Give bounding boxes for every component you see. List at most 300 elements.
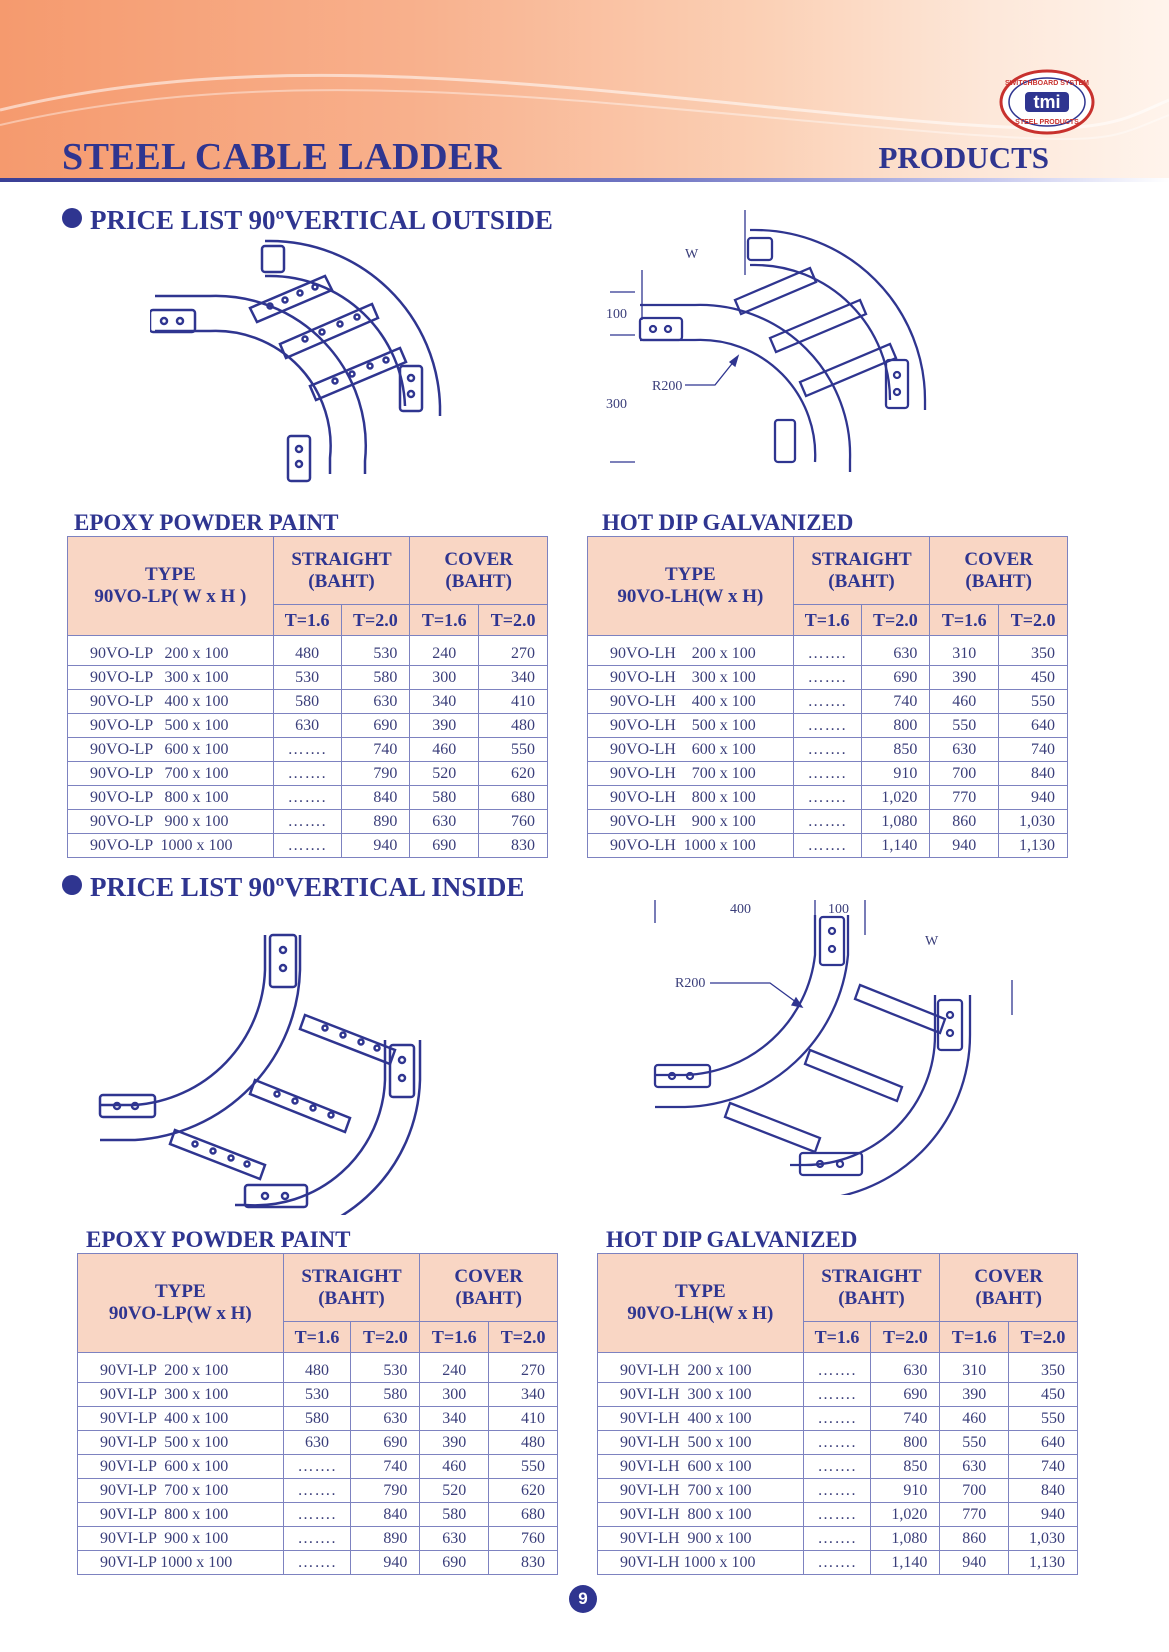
price-cell: 480	[273, 636, 341, 666]
type-header	[598, 1254, 804, 1353]
table-row	[598, 1479, 1078, 1503]
t16-header: T=1.6	[793, 605, 861, 636]
type-cell: 90VO-LH 600 x 100	[588, 738, 794, 762]
price-cell: 390	[940, 1383, 1009, 1407]
dim-300-label: 300	[606, 397, 627, 412]
price-cell: 530	[351, 1353, 420, 1383]
price-cell: 480	[283, 1353, 351, 1383]
price-cell: …….	[273, 834, 341, 858]
type-cell: 90VI-LP 300 x 100	[78, 1383, 284, 1407]
price-cell: 800	[871, 1431, 940, 1455]
cover-label: COVER	[964, 548, 1033, 570]
price-cell: …….	[793, 762, 861, 786]
price-cell: …….	[793, 738, 861, 762]
products-label: PRODUCTS	[878, 140, 1049, 175]
price-cell: 890	[341, 810, 410, 834]
price-cell: 340	[489, 1383, 558, 1407]
price-cell: 860	[940, 1527, 1009, 1551]
type-cell: 90VI-LP 200 x 100	[78, 1353, 284, 1383]
price-cell: 310	[940, 1353, 1009, 1383]
price-cell: 520	[420, 1479, 489, 1503]
type-cell: 90VI-LH 1000 x 100	[598, 1551, 804, 1575]
price-cell: 830	[489, 1551, 558, 1575]
table-row	[78, 1503, 558, 1527]
price-cell: …….	[803, 1431, 871, 1455]
price-cell: 940	[940, 1551, 1009, 1575]
type-cell: 90VI-LH 900 x 100	[598, 1527, 804, 1551]
cover-label: COVER	[454, 1265, 523, 1287]
price-cell: 850	[871, 1455, 940, 1479]
price-cell: 1,080	[871, 1527, 940, 1551]
table-row	[68, 786, 548, 810]
type-sub-label: 90VO-LH(W x H)	[627, 1303, 774, 1324]
price-cell: …….	[273, 738, 341, 762]
baht-label: (BAHT)	[455, 1287, 522, 1309]
cover-header	[940, 1254, 1078, 1322]
straight-header	[273, 537, 410, 605]
price-cell: 680	[489, 1503, 558, 1527]
price-cell: 350	[999, 636, 1068, 666]
price-cell: 1,030	[1009, 1527, 1078, 1551]
t20-header: T=2.0	[999, 605, 1068, 636]
price-cell: 530	[273, 666, 341, 690]
bullet-icon	[62, 208, 82, 228]
type-cell: 90VO-LH 500 x 100	[588, 714, 794, 738]
price-cell: 530	[283, 1383, 351, 1407]
price-cell: 840	[999, 762, 1068, 786]
price-cell: 410	[489, 1407, 558, 1431]
type-label: TYPE	[674, 1281, 726, 1302]
price-cell: 800	[861, 714, 930, 738]
vertical-inside-dimension-drawing	[640, 895, 1020, 1195]
straight-label: STRAIGHT	[291, 548, 392, 570]
baht-label: (BAHT)	[975, 1287, 1042, 1309]
type-cell: 90VO-LP 900 x 100	[68, 810, 274, 834]
price-cell: 940	[930, 834, 999, 858]
table-row	[78, 1455, 558, 1479]
table-row	[78, 1407, 558, 1431]
cover-label: COVER	[974, 1265, 1043, 1287]
price-cell: …….	[283, 1527, 351, 1551]
table-row	[588, 834, 1068, 858]
price-cell: 390	[930, 666, 999, 690]
price-cell: …….	[803, 1455, 871, 1479]
price-cell: 450	[1009, 1383, 1078, 1407]
type-cell: 90VO-LP 400 x 100	[68, 690, 274, 714]
price-cell: 1,080	[861, 810, 930, 834]
type-cell: 90VO-LH 700 x 100	[588, 762, 794, 786]
price-cell: 740	[871, 1407, 940, 1431]
price-cell: 790	[341, 762, 410, 786]
table-row	[78, 1479, 558, 1503]
price-cell: 840	[341, 786, 410, 810]
table-row	[68, 762, 548, 786]
cover-header	[410, 537, 548, 605]
type-cell: 90VI-LH 600 x 100	[598, 1455, 804, 1479]
price-cell: 740	[999, 738, 1068, 762]
type-cell: 90VI-LH 800 x 100	[598, 1503, 804, 1527]
price-cell: 940	[1009, 1503, 1078, 1527]
table-row	[68, 810, 548, 834]
type-header	[588, 537, 794, 636]
price-cell: …….	[273, 762, 341, 786]
price-cell: 940	[999, 786, 1068, 810]
page-title: STEEL CABLE LADDER	[62, 136, 502, 178]
baht-label: (BAHT)	[308, 570, 375, 592]
price-cell: 940	[341, 834, 410, 858]
price-cell: 340	[410, 690, 479, 714]
vertical-inside-drawing	[95, 930, 475, 1215]
dim-r200-label: R200	[675, 976, 706, 991]
type-label: TYPE	[144, 564, 196, 585]
section-title-text: PRICE LIST 90ºVERTICAL INSIDE	[90, 872, 525, 902]
price-cell: 460	[940, 1407, 1009, 1431]
price-cell: 740	[1009, 1455, 1078, 1479]
table-row	[68, 666, 548, 690]
price-cell: 480	[489, 1431, 558, 1455]
price-cell: 840	[351, 1503, 420, 1527]
table-row	[68, 738, 548, 762]
price-cell: 240	[420, 1353, 489, 1383]
price-cell: 410	[479, 690, 548, 714]
type-cell: 90VO-LH 1000 x 100	[588, 834, 794, 858]
type-cell: 90VI-LH 200 x 100	[598, 1353, 804, 1383]
price-cell: …….	[793, 666, 861, 690]
price-cell: 550	[489, 1455, 558, 1479]
bullet-icon	[62, 875, 82, 895]
price-cell: 580	[341, 666, 410, 690]
type-cell: 90VO-LP 1000 x 100	[68, 834, 274, 858]
price-cell: 740	[351, 1455, 420, 1479]
t16-header: T=1.6	[420, 1322, 489, 1353]
baht-label: (BAHT)	[445, 570, 512, 592]
price-cell: 580	[351, 1383, 420, 1407]
table-row	[588, 810, 1068, 834]
type-cell: 90VO-LP 800 x 100	[68, 786, 274, 810]
straight-label: STRAIGHT	[301, 1265, 402, 1287]
price-cell: 1,130	[999, 834, 1068, 858]
t16-header: T=1.6	[283, 1322, 351, 1353]
price-cell: 680	[479, 786, 548, 810]
type-cell: 90VI-LP 700 x 100	[78, 1479, 284, 1503]
price-cell: 450	[999, 666, 1068, 690]
type-sub-label: 90VO-LP( W x H )	[94, 586, 247, 607]
baht-label: (BAHT)	[838, 1287, 905, 1309]
price-cell: 840	[1009, 1479, 1078, 1503]
price-cell: 1,020	[861, 786, 930, 810]
price-cell: …….	[803, 1503, 871, 1527]
price-cell: 530	[341, 636, 410, 666]
type-cell: 90VO-LH 900 x 100	[588, 810, 794, 834]
price-cell: 270	[489, 1353, 558, 1383]
price-cell: …….	[793, 810, 861, 834]
type-cell: 90VI-LP 400 x 100	[78, 1407, 284, 1431]
logo-bottom-text: STEEL PRODUCTS	[1015, 119, 1079, 126]
t20-header: T=2.0	[479, 605, 548, 636]
straight-label: STRAIGHT	[811, 548, 912, 570]
price-cell: 390	[420, 1431, 489, 1455]
price-cell: …….	[793, 834, 861, 858]
type-cell: 90VO-LP 600 x 100	[68, 738, 274, 762]
type-cell: 90VO-LH 300 x 100	[588, 666, 794, 690]
type-sub-label: 90VO-LH(W x H)	[617, 586, 764, 607]
price-table-vo-epoxy	[67, 536, 548, 858]
price-cell: …….	[283, 1455, 351, 1479]
price-cell: 760	[489, 1527, 558, 1551]
price-cell: 350	[1009, 1353, 1078, 1383]
price-cell: 460	[930, 690, 999, 714]
price-cell: …….	[803, 1407, 871, 1431]
table-row	[68, 690, 548, 714]
t20-header: T=2.0	[351, 1322, 420, 1353]
vertical-outside-drawing	[150, 236, 470, 496]
table-row	[588, 738, 1068, 762]
price-cell: 620	[489, 1479, 558, 1503]
price-cell: 550	[940, 1431, 1009, 1455]
t20-header: T=2.0	[871, 1322, 940, 1353]
type-cell: 90VO-LP 200 x 100	[68, 636, 274, 666]
table-row	[598, 1431, 1078, 1455]
type-cell: 90VO-LH 200 x 100	[588, 636, 794, 666]
galv-title-2: HOT DIP GALVANIZED	[606, 1227, 858, 1252]
price-cell: 770	[940, 1503, 1009, 1527]
cover-header	[420, 1254, 558, 1322]
price-table-vi-galvanized	[597, 1253, 1078, 1575]
type-header	[68, 537, 274, 636]
epoxy-title-2: EPOXY POWDER PAINT	[86, 1227, 351, 1252]
page-number: 9	[569, 1585, 597, 1613]
price-cell: …….	[793, 690, 861, 714]
price-cell: 550	[1009, 1407, 1078, 1431]
price-table-vo-galvanized	[587, 536, 1068, 858]
price-cell: 630	[351, 1407, 420, 1431]
price-cell: 390	[410, 714, 479, 738]
type-cell: 90VI-LH 300 x 100	[598, 1383, 804, 1407]
price-cell: …….	[283, 1503, 351, 1527]
tmi-logo	[997, 68, 1097, 136]
straight-header	[283, 1254, 420, 1322]
price-cell: 630	[861, 636, 930, 666]
table-row	[598, 1527, 1078, 1551]
type-cell: 90VI-LP 800 x 100	[78, 1503, 284, 1527]
type-cell: 90VI-LH 400 x 100	[598, 1407, 804, 1431]
price-cell: 630	[410, 810, 479, 834]
price-cell: …….	[273, 810, 341, 834]
price-cell: 630	[420, 1527, 489, 1551]
price-cell: 630	[341, 690, 410, 714]
straight-header	[803, 1254, 940, 1322]
t16-header: T=1.6	[930, 605, 999, 636]
price-cell: 620	[479, 762, 548, 786]
price-cell: 460	[420, 1455, 489, 1479]
price-cell: 910	[871, 1479, 940, 1503]
table-row	[598, 1551, 1078, 1575]
price-cell: 910	[861, 762, 930, 786]
price-cell: 300	[410, 666, 479, 690]
type-cell: 90VI-LP 1000 x 100	[78, 1551, 284, 1575]
price-cell: …….	[803, 1353, 871, 1383]
section-title-vertical-outside	[62, 205, 553, 236]
price-cell: 580	[283, 1407, 351, 1431]
type-cell: 90VO-LH 400 x 100	[588, 690, 794, 714]
price-cell: 700	[940, 1479, 1009, 1503]
type-cell: 90VO-LH 800 x 100	[588, 786, 794, 810]
table-row	[588, 690, 1068, 714]
type-cell: 90VO-LP 500 x 100	[68, 714, 274, 738]
price-cell: 520	[410, 762, 479, 786]
type-label: TYPE	[154, 1281, 206, 1302]
price-cell: 630	[273, 714, 341, 738]
price-cell: 580	[273, 690, 341, 714]
price-cell: 640	[1009, 1431, 1078, 1455]
price-cell: 340	[479, 666, 548, 690]
price-cell: 340	[420, 1407, 489, 1431]
dim-100-label: 100	[828, 902, 849, 917]
table-row	[78, 1353, 558, 1383]
t20-header: T=2.0	[861, 605, 930, 636]
price-cell: 690	[871, 1383, 940, 1407]
price-cell: 1,140	[861, 834, 930, 858]
type-cell: 90VI-LH 700 x 100	[598, 1479, 804, 1503]
price-cell: 860	[930, 810, 999, 834]
table-row	[588, 762, 1068, 786]
price-cell: …….	[803, 1551, 871, 1575]
dim-100-label: 100	[606, 307, 627, 322]
price-cell: 890	[351, 1527, 420, 1551]
t20-header: T=2.0	[1009, 1322, 1078, 1353]
price-cell: …….	[793, 786, 861, 810]
dim-w-label: W	[925, 934, 939, 949]
table-row	[588, 666, 1068, 690]
price-cell: 690	[420, 1551, 489, 1575]
price-cell: …….	[273, 786, 341, 810]
t16-header: T=1.6	[410, 605, 479, 636]
table-row	[588, 636, 1068, 666]
price-cell: …….	[793, 714, 861, 738]
type-cell: 90VO-LP 300 x 100	[68, 666, 274, 690]
price-cell: 1,140	[871, 1551, 940, 1575]
dim-w-label: W	[685, 247, 699, 262]
type-label: TYPE	[664, 564, 716, 585]
price-cell: 640	[999, 714, 1068, 738]
price-cell: 630	[283, 1431, 351, 1455]
price-cell: …….	[283, 1551, 351, 1575]
epoxy-title-1: EPOXY POWDER PAINT	[74, 510, 339, 535]
t16-header: T=1.6	[273, 605, 341, 636]
price-cell: 690	[410, 834, 479, 858]
price-table-vi-epoxy	[77, 1253, 558, 1575]
table-row	[78, 1551, 558, 1575]
price-cell: 690	[341, 714, 410, 738]
t16-header: T=1.6	[803, 1322, 871, 1353]
dim-400-label: 400	[730, 902, 751, 917]
table-row	[598, 1455, 1078, 1479]
table-row	[78, 1431, 558, 1455]
price-cell: 830	[479, 834, 548, 858]
price-cell: 580	[420, 1503, 489, 1527]
price-cell: …….	[803, 1479, 871, 1503]
price-cell: 790	[351, 1479, 420, 1503]
table-row	[68, 834, 548, 858]
table-row	[598, 1353, 1078, 1383]
section-title-text: PRICE LIST 90ºVERTICAL OUTSIDE	[90, 205, 553, 235]
table-row	[78, 1527, 558, 1551]
type-sub-label: 90VO-LP(W x H)	[108, 1303, 252, 1324]
straight-header	[793, 537, 930, 605]
price-cell: 1,030	[999, 810, 1068, 834]
table-row	[598, 1503, 1078, 1527]
type-cell: 90VI-LH 500 x 100	[598, 1431, 804, 1455]
price-cell: 550	[930, 714, 999, 738]
cover-label: COVER	[444, 548, 513, 570]
baht-label: (BAHT)	[828, 570, 895, 592]
price-cell: 850	[861, 738, 930, 762]
price-cell: 550	[479, 738, 548, 762]
price-cell: 630	[930, 738, 999, 762]
table-row	[68, 636, 548, 666]
type-cell: 90VI-LP 500 x 100	[78, 1431, 284, 1455]
type-header	[78, 1254, 284, 1353]
price-cell: …….	[283, 1479, 351, 1503]
price-cell: 550	[999, 690, 1068, 714]
price-cell: 690	[861, 666, 930, 690]
price-cell: 1,130	[1009, 1551, 1078, 1575]
logo-brand-text: tmi	[1033, 92, 1061, 112]
price-cell: 700	[930, 762, 999, 786]
price-cell: …….	[803, 1383, 871, 1407]
vertical-outside-dimension-drawing	[600, 210, 980, 500]
price-cell: 760	[479, 810, 548, 834]
table-row	[588, 714, 1068, 738]
type-cell: 90VO-LP 700 x 100	[68, 762, 274, 786]
price-cell: 740	[861, 690, 930, 714]
cover-header	[930, 537, 1068, 605]
table-row	[598, 1407, 1078, 1431]
price-cell: …….	[803, 1527, 871, 1551]
baht-label: (BAHT)	[965, 570, 1032, 592]
table-row	[588, 786, 1068, 810]
price-cell: 270	[479, 636, 548, 666]
price-cell: 690	[351, 1431, 420, 1455]
price-cell: …….	[793, 636, 861, 666]
price-cell: 460	[410, 738, 479, 762]
t20-header: T=2.0	[341, 605, 410, 636]
baht-label: (BAHT)	[318, 1287, 385, 1309]
table-row	[68, 714, 548, 738]
section-title-vertical-inside	[62, 872, 524, 903]
straight-label: STRAIGHT	[821, 1265, 922, 1287]
table-row	[78, 1383, 558, 1407]
type-cell: 90VI-LP 900 x 100	[78, 1527, 284, 1551]
price-cell: 1,020	[871, 1503, 940, 1527]
price-cell: 630	[940, 1455, 1009, 1479]
price-cell: 630	[871, 1353, 940, 1383]
galv-title-1: HOT DIP GALVANIZED	[602, 510, 854, 535]
price-cell: 310	[930, 636, 999, 666]
price-cell: 480	[479, 714, 548, 738]
t20-header: T=2.0	[489, 1322, 558, 1353]
price-cell: 770	[930, 786, 999, 810]
type-cell: 90VI-LP 600 x 100	[78, 1455, 284, 1479]
table-row	[598, 1383, 1078, 1407]
price-cell: 940	[351, 1551, 420, 1575]
logo-top-text: SWITCHBOARD SYSTEM	[1005, 80, 1089, 87]
t16-header: T=1.6	[940, 1322, 1009, 1353]
price-cell: 740	[341, 738, 410, 762]
price-cell: 580	[410, 786, 479, 810]
price-cell: 240	[410, 636, 479, 666]
price-cell: 300	[420, 1383, 489, 1407]
